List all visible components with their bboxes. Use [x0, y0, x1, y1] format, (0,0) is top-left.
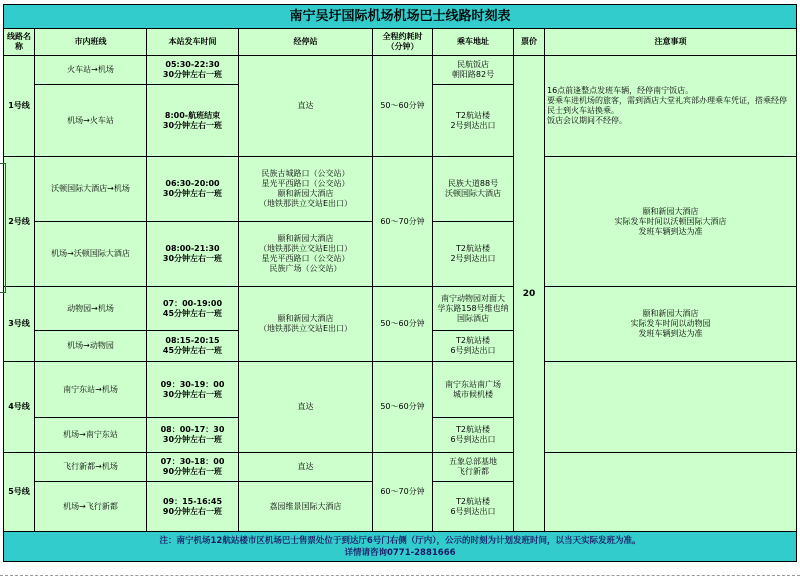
- line-5-addr-2: T2航站楼 6号到达出口: [433, 482, 514, 532]
- line-1-notes: 16点前逢整点发班车辆，经停南宁饭店。 要乘车进机场的旅客，需到酒店大堂礼宾部办理乘车凭证，搭乘经停民士到火车站换乘。 饭店会议期间不经停。: [545, 56, 797, 157]
- line-2-dep-1: 06:30-20:00 30分钟左右一班: [147, 157, 239, 222]
- line-4-addr-1: 南宁东站南广场 城市候机楼: [433, 362, 514, 418]
- line-1-duration: 50～60分钟: [373, 56, 433, 157]
- line-1-dir-1: 火车站→机场: [35, 56, 147, 85]
- line-1-addr-1: 民航饭店 朝阳路82号: [433, 56, 514, 85]
- header-line: 线路名称: [4, 29, 35, 56]
- line-2-duration: 60～70分钟: [373, 157, 433, 287]
- line-4-dep-1: 09：30-19：00 30分钟左右一班: [147, 362, 239, 418]
- line-3-via: 颐和新园大酒店 （地铁那洪立交站E出口）: [239, 287, 373, 362]
- line-5-dir-1: 飞行新都→机场: [35, 453, 147, 482]
- fare-cell: 20: [514, 56, 545, 532]
- line-2-via-2: 颐和新园大酒店 （地铁那洪立交站E出口） 星光平西路口（公交站） 民族广场（公交站）: [239, 222, 373, 287]
- line-5-via-2: 荔园维景国际大酒店: [239, 482, 373, 532]
- line-3-name: 3号线: [4, 287, 35, 362]
- line-2-name: 2号线: [4, 157, 35, 287]
- page-break-line: [0, 575, 800, 576]
- line-2-dep-2: 08:00-21:30 30分钟左右一班: [147, 222, 239, 287]
- line-4-dir-1: 南宁东站→机场: [35, 362, 147, 418]
- line-2-dir-1: 沃顿国际大酒店→机场: [35, 157, 147, 222]
- line-5-name: 5号线: [4, 453, 35, 532]
- line-5-dep-2: 09：15-16:45 90分钟左右一班: [147, 482, 239, 532]
- line-3-notes: 颐和新园大酒店 实际发车时间以动物园 发班车辆到达为准: [545, 287, 797, 362]
- line-3-dep-1: 07：00-19:00 45分钟左右一班: [147, 287, 239, 331]
- footer-line-1: 注：南宁机场12航站楼市区机场巴士售票处位于到达厅6号门右侧（厅内），公示的时刻为计划发班时间，以当天实际发班为准。: [159, 535, 641, 546]
- line-4-name: 4号线: [4, 362, 35, 453]
- timetable-table: [3, 4, 797, 562]
- line-3-addr-1: 南宁动物园对面大 学东路158号维也纳 国际酒店: [433, 287, 514, 331]
- line-1-name: 1号线: [4, 56, 35, 157]
- line-5-addr-1: 五象总部基地 飞行新都: [433, 453, 514, 482]
- line-4-via: 直达: [239, 362, 373, 453]
- header-via: 经停站: [239, 29, 373, 56]
- line-2-addr-2: T2航站楼 2号到达出口: [433, 222, 514, 287]
- footer-line-2: 详情请咨询0771-2881666: [344, 547, 456, 558]
- line-4-notes: [545, 362, 797, 453]
- line-3-dir-2: 机场→动物园: [35, 331, 147, 362]
- line-5-duration: 60～70分钟: [373, 453, 433, 532]
- header-direction: 市内班线: [35, 29, 147, 56]
- timetable-sheet: [3, 4, 796, 570]
- line-3-duration: 50～60分钟: [373, 287, 433, 362]
- line-3-dep-2: 08:15-20:15 45分钟左右一班: [147, 331, 239, 362]
- row-selection-marker: [0, 163, 6, 293]
- header-notes: 注意事项: [545, 29, 797, 56]
- line-1-via: 直达: [239, 56, 373, 157]
- header-pickup: 乘车地址: [433, 29, 514, 56]
- header-duration: 全程约耗时（分钟）: [373, 29, 433, 56]
- line-5-notes: [545, 453, 797, 532]
- line-5-via-1: 直达: [239, 453, 373, 482]
- line-5-dir-2: 机场→飞行新都: [35, 482, 147, 532]
- line-2-dir-2: 机场→沃顿国际大酒店: [35, 222, 147, 287]
- line-1-dep-1: 05:30-22:30 30分钟左右一班: [147, 56, 239, 85]
- line-4-duration: 50～60分钟: [373, 362, 433, 453]
- page-title: 南宁吴圩国际机场机场巴士线路时刻表: [4, 5, 797, 29]
- line-3-dir-1: 动物园→机场: [35, 287, 147, 331]
- line-1-dep-2: 8:00-航班结束 30分钟左右一班: [147, 85, 239, 157]
- line-4-dir-2: 机场→南宁东站: [35, 418, 147, 453]
- line-3-addr-2: T2航站楼 6号到达出口: [433, 331, 514, 362]
- line-4-addr-2: T2航站楼 6号到达出口: [433, 418, 514, 453]
- line-2-addr-1: 民族大道88号 沃顿国际大酒店: [433, 157, 514, 222]
- line-5-dep-1: 07：30-18：00 90分钟左右一班: [147, 453, 239, 482]
- footer-note: [4, 532, 797, 562]
- header-fare: 票价: [514, 29, 545, 56]
- line-2-notes: 颐和新园大酒店 实际发车时间以沃顿国际大酒店 发班车辆到达为准: [545, 157, 797, 287]
- header-departure: 本站发车时间: [147, 29, 239, 56]
- line-4-dep-2: 08：00-17：30 30分钟左右一班: [147, 418, 239, 453]
- line-1-dir-2: 机场→火车站: [35, 85, 147, 157]
- line-2-via-1: 民族古城路口（公交站） 星光平西路口（公交站） 颐和新园大酒店 （地铁那洪立交站E出口）: [239, 157, 373, 222]
- line-1-addr-2: T2航站楼 2号到达出口: [433, 85, 514, 157]
